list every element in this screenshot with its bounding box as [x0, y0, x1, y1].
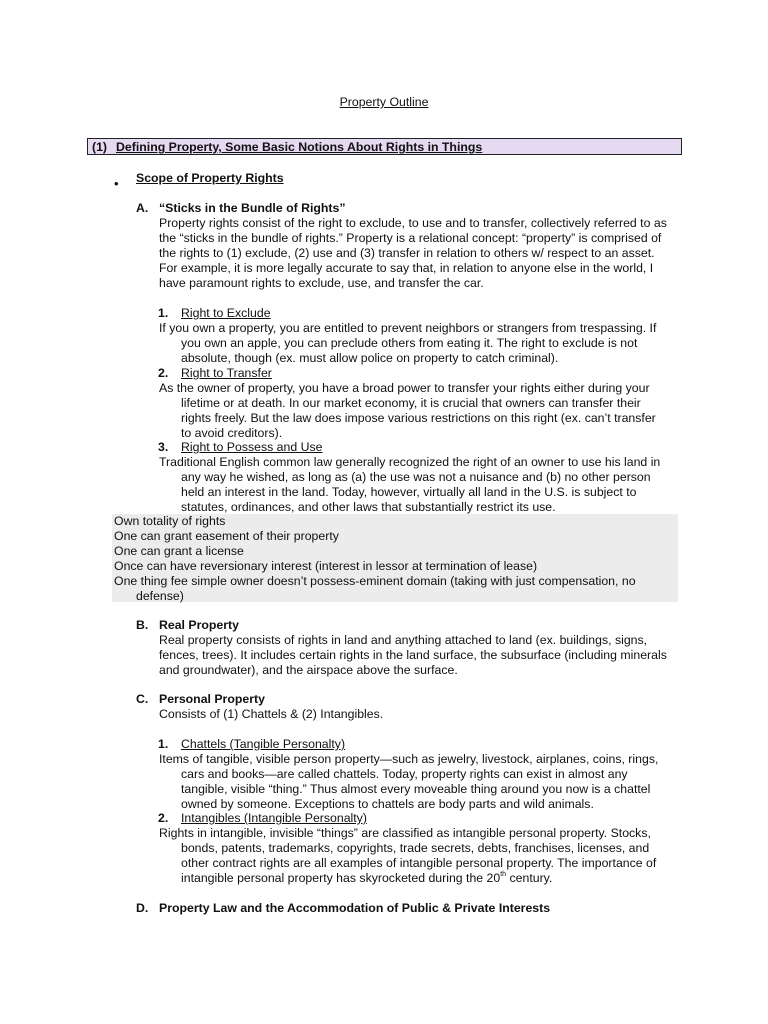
item-text-line: absolute, though (ex. must allow police on property to catch criminal).: [181, 351, 559, 365]
bullet-heading: Scope of Property Rights: [136, 171, 284, 185]
note-line: Once can have reversionary interest (interest in lessor at termination of lease): [114, 559, 538, 573]
item-text-line: Rights in intangible, invisible “things” are classified as intangible personal property. Stocks,: [159, 826, 651, 840]
heading-letter-c: C.: [136, 692, 149, 706]
item-text-line: other contract rights are all examples of intangible personal property. The importance of: [181, 856, 657, 870]
a-para-line: For example, it is more legally accurate to say that, in relation to anyone else in the world, I: [159, 261, 654, 275]
item-text-line: you own an apple, you can preclude others from eating it. The right to exclude is not: [181, 336, 638, 350]
item-text-line: Items of tangible, visible person property—such as jewelry, livestock, airplanes, coins, rings,: [159, 752, 659, 766]
heading-c: Personal Property: [159, 692, 265, 706]
a-para-line: the “sticks in the bundle of rights.” Property is a relational concept: “property” is comprised of: [159, 231, 662, 245]
page-title: Property Outline: [339, 95, 429, 109]
item-text-line: rights freely. But the law does impose various restrictions on this right (ex. can’t transfer: [181, 411, 656, 425]
superscript-th: th: [500, 871, 507, 878]
b-para-line: fences, trees). It includes certain rights in the land surface, the subsurface (including minerals: [159, 648, 667, 662]
a-para-line: have paramount rights to exclude, use, and transfer the car.: [159, 276, 484, 290]
item-number: 3.: [158, 440, 169, 454]
item-text-line: tangible, visible “thing.” Thus almost every moveable thing around you now is a chattel: [181, 782, 651, 796]
a-para-line: Property rights consist of the right to exclude, to use and to transfer, collectively referred to as: [159, 216, 667, 230]
item-text-pre: intangible personal property has skyrocketed during the 20: [181, 871, 501, 885]
a-para-line: the rights to (1) exclude, (2) use and (3) transfer in relation to others w/ respect to an asset.: [159, 246, 655, 260]
item-text-line: [181, 871, 552, 886]
b-para-line: and groundwater), and the airspace above the surface.: [159, 663, 458, 677]
item-text-line: cars and books—are called chattels. Today, property rights can exist in almost any: [181, 767, 628, 781]
item-number: 2.: [158, 811, 169, 825]
heading-d: Property Law and the Accommodation of Public & Private Interests: [159, 901, 551, 915]
heading-letter-b: B.: [136, 618, 149, 632]
item-text-line: lifetime or at death. In our market economy, it is crucial that owners can transfer their: [181, 396, 641, 410]
subheading-right-to-exclude: Right to Exclude: [181, 306, 271, 320]
item-text-post: century.: [506, 871, 553, 885]
heading-b: Real Property: [159, 618, 239, 632]
note-line: One thing fee simple owner doesn’t possess-eminent domain (taking with just compensation, no: [114, 574, 636, 588]
heading-letter-a: A.: [136, 201, 149, 215]
c-intro: Consists of (1) Chattels & (2) Intangibles.: [159, 707, 384, 721]
item-text-line: Traditional English common law generally recognized the right of an owner to use his land in: [159, 455, 661, 469]
note-line: Own totality of rights: [114, 514, 226, 528]
subheading-intangibles: Intangibles (Intangible Personalty): [181, 811, 367, 825]
item-text-line: If you own a property, you are entitled to prevent neighbors or strangers from trespassing. If: [159, 321, 657, 335]
subheading-chattels: Chattels (Tangible Personalty): [181, 737, 346, 751]
item-number: 2.: [158, 366, 169, 380]
item-number: 1.: [158, 737, 169, 751]
item-text-line: owned by someone. Exceptions to chattels are body parts and wild animals.: [181, 797, 594, 811]
item-text-line: statutes, ordinances, and other laws that substantially restrict its use.: [181, 500, 556, 514]
item-text-line: any way he wished, as long as (a) the use was not a nuisance and (b) no other person: [181, 470, 651, 484]
item-number: 1.: [158, 306, 169, 320]
item-text-line: to avoid creditors).: [181, 426, 283, 440]
note-line: One can grant a license: [114, 544, 244, 558]
b-para-line: Real property consists of rights in land and anything attached to land (ex. buildings, signs,: [159, 633, 648, 647]
item-text-line: bonds, patents, trademarks, copyrights, trade secrets, debts, franchises, licenses, and: [181, 841, 650, 855]
note-line: defense): [136, 589, 184, 603]
item-text-line: As the owner of property, you have a broad power to transfer your rights either during your: [159, 381, 650, 395]
bullet-icon: •: [114, 176, 119, 191]
subheading-right-to-possess: Right to Possess and Use: [181, 440, 323, 454]
note-line: One can grant easement of their property: [114, 529, 339, 543]
section-title: Defining Property, Some Basic Notions About Rights in Things: [116, 140, 483, 154]
section-number: (1): [92, 140, 108, 154]
section-1-heading: [87, 138, 682, 155]
heading-letter-d: D.: [136, 901, 149, 915]
item-text-line: held an interest in the land. Today, however, virtually all land in the U.S. is subject to: [181, 485, 637, 499]
subheading-right-to-transfer: Right to Transfer: [181, 366, 272, 380]
heading-a: “Sticks in the Bundle of Rights”: [159, 201, 346, 215]
